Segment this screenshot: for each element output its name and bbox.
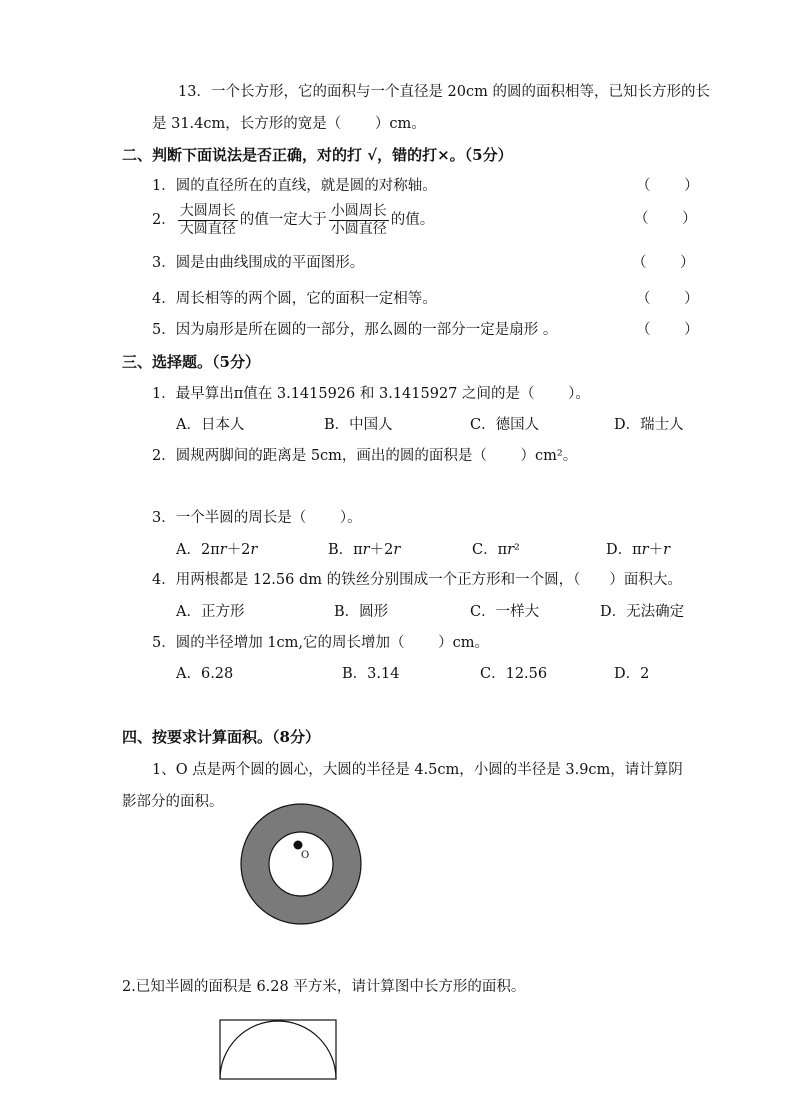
center-label-o: O (301, 850, 310, 861)
judge-item-3-answer[interactable]: （ ） (632, 255, 695, 271)
choice-q1-option-d[interactable]: D．瑞士人 (614, 417, 684, 433)
q13-line2: 是 31.4cm，长方形的宽是（ ）cm。 (152, 116, 426, 132)
area-q1-line2: 影部分的面积。 (122, 794, 224, 810)
choice-q5-option-b[interactable]: B．3.14 (342, 666, 400, 682)
rectangle-outline (220, 1020, 336, 1079)
semicircle-arc (220, 1021, 336, 1079)
choice-q3: 3．一个半圆的周长是（ ）。 (152, 510, 362, 526)
choice-q1-option-c[interactable]: C．德国人 (470, 417, 540, 433)
choice-q1-option-a[interactable]: A．日本人 (176, 417, 245, 433)
section4-heading: 四、按要求计算面积。（8分） (122, 728, 320, 746)
choice-q4-option-c[interactable]: C．一样大 (470, 604, 540, 620)
choice-q3-option-d[interactable]: D．π𝑟＋𝑟 (606, 542, 671, 558)
inner-circle (269, 832, 333, 896)
choice-q5: 5．圆的半径增加 1cm,它的周长增加（ ）cm。 (152, 635, 490, 651)
choice-q2: 2．圆规两脚间的距离是 5cm，画出的圆的面积是（ ）cm²。 (152, 448, 578, 464)
choice-q4-option-a[interactable]: A．正方形 (176, 604, 245, 620)
judge-item-5-answer[interactable]: （ ） (636, 322, 699, 338)
choice-q1-option-b[interactable]: B．中国人 (324, 417, 393, 433)
fraction-big-num: 大圆周长 (179, 202, 236, 219)
fraction-big-den: 大圆直径 (179, 220, 236, 237)
section2-heading: 二、判断下面说法是否正确，对的打 √，错的打×。（5分） (122, 146, 513, 164)
center-point (294, 841, 303, 850)
judge-item-1: 1．圆的直径所在的直线，就是圆的对称轴。 (152, 178, 437, 194)
annulus-figure (238, 802, 364, 928)
section3-heading: 三、选择题。（5分） (122, 353, 260, 371)
choice-q1: 1．最早算出π值在 3.1415926 和 3.1415927 之间的是（ ）。 (152, 386, 590, 402)
choice-q5-option-a[interactable]: A．6.28 (176, 666, 234, 682)
choice-q3-option-b[interactable]: B．π𝑟＋2𝑟 (328, 542, 401, 558)
fraction-small-num: 小圆周长 (330, 202, 387, 219)
choice-q4: 4．用两根都是 12.56 dm 的铁丝分别围成一个正方形和一个圆，（ ）面积大。 (152, 572, 682, 588)
q13-line1: 13．一个长方形，它的面积与一个直径是 20cm 的圆的面积相等，已知长方形的长 (178, 84, 710, 100)
fraction-small-den: 小圆直径 (330, 220, 387, 237)
choice-q3-option-c[interactable]: C．π𝑟² (472, 542, 520, 558)
choice-q5-option-d[interactable]: D．2 (614, 666, 650, 682)
semicircle-rectangle-figure (218, 1018, 340, 1082)
fraction-small-circle (329, 203, 389, 238)
area-q2: 2.已知半圆的面积是 6.28 平方米，请计算图中长方形的面积。 (122, 979, 526, 995)
judge-item-4-answer[interactable]: （ ） (636, 291, 699, 307)
choice-q4-option-d[interactable]: D．无法确定 (600, 604, 685, 620)
judge-item-2-mid: 的值一定大于 (239, 212, 327, 228)
area-q1-line1: 1、O 点是两个圆的圆心，大圆的半径是 4.5cm，小圆的半径是 3.9cm，请计算阴 (152, 762, 683, 778)
choice-q4-option-b[interactable]: B．圆形 (334, 604, 389, 620)
judge-item-4: 4．周长相等的两个圆，它的面积一定相等。 (152, 291, 437, 307)
judge-item-5: 5．因为扇形是所在圆的一部分，那么圆的一部分一定是扇形 。 (152, 322, 558, 338)
fraction-big-circle (178, 203, 238, 238)
choice-q5-option-c[interactable]: C．12.56 (480, 666, 548, 682)
judge-item-3: 3．圆是由曲线围成的平面图形。 (152, 255, 365, 271)
judge-item-2-answer[interactable]: （ ） (634, 211, 697, 227)
judge-item-1-answer[interactable]: （ ） (636, 178, 699, 194)
judge-item-2-suffix: 的值。 (390, 212, 435, 228)
choice-q3-option-a[interactable]: A．2π𝑟＋2𝑟 (176, 542, 258, 558)
judge-item-2-prefix: 2． (152, 212, 176, 228)
judge-item-2 (152, 200, 434, 240)
